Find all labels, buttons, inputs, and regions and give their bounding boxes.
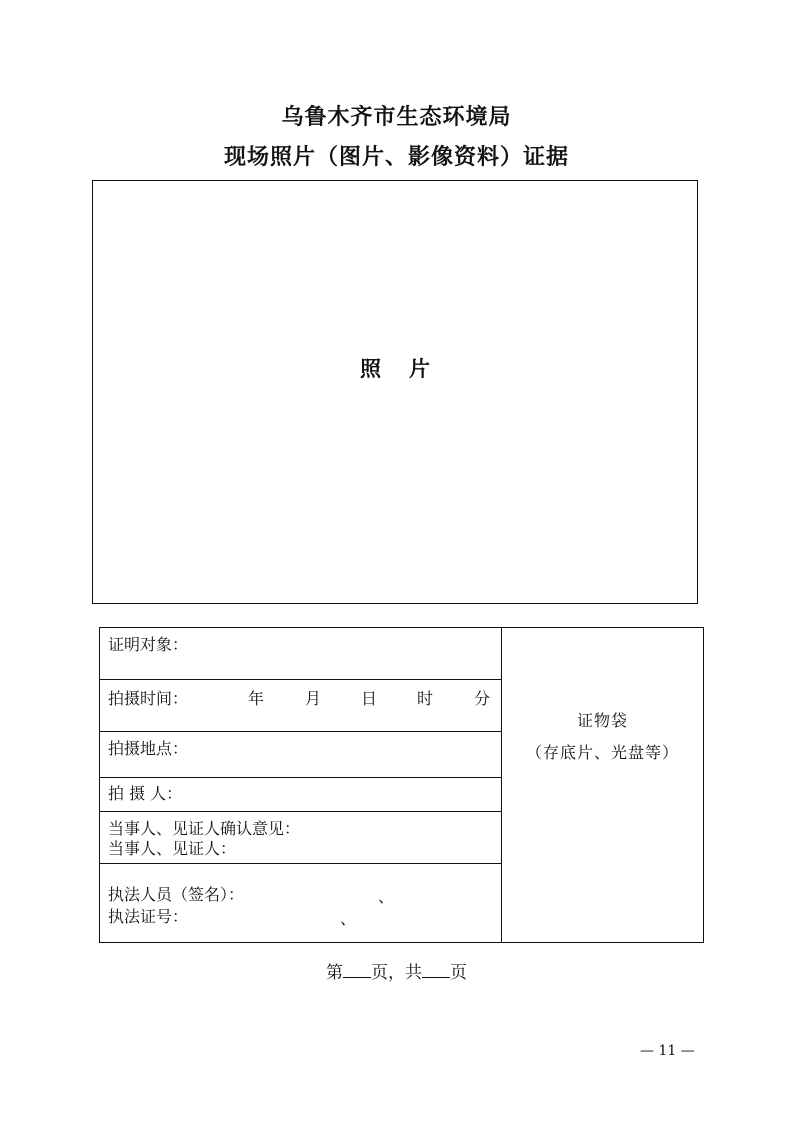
page-mid: 页，共 (371, 963, 422, 983)
photo-area (92, 180, 698, 604)
party-opinion-label: 当事人、见证人确认意见： (108, 819, 301, 838)
officer-separator: 、 (378, 887, 395, 906)
evidence-bag-label: 证物袋 (576, 711, 628, 730)
officer-signature-label: 执法人员（签名）： (108, 885, 245, 904)
total-pages-blank (422, 963, 450, 978)
document-subtitle: 现场照片（图片、影像资料）证据 (223, 144, 569, 170)
cert-number-label: 执法证号： (108, 907, 189, 926)
time-unit-year: 年 (248, 689, 265, 708)
evidence-bag-note: （存底片、光盘等） (525, 743, 679, 762)
time-row (100, 680, 501, 732)
subject-label: 证明对象： (108, 635, 189, 654)
place-row (100, 732, 501, 778)
time-unit-month: 月 (305, 689, 322, 708)
photographer-row (100, 778, 501, 812)
current-page-blank (343, 963, 371, 978)
page-prefix: 第 (326, 963, 343, 983)
evidence-fields (100, 628, 502, 942)
photo-label: 照片 (360, 356, 458, 381)
page-number: — 11 — (640, 1043, 695, 1059)
time-unit-day: 日 (361, 689, 378, 708)
evidence-info-table (99, 627, 704, 943)
photographer-label: 拍 摄 人： (108, 784, 183, 803)
time-unit-hour: 时 (417, 689, 434, 708)
cert-separator: 、 (340, 909, 357, 928)
time-label: 拍摄时间： (108, 689, 189, 708)
officer-row (100, 864, 501, 942)
time-unit-minute: 分 (474, 689, 491, 708)
subject-row (100, 628, 501, 680)
place-label: 拍摄地点： (108, 739, 189, 758)
party-row (100, 812, 501, 864)
party-label: 当事人、见证人： (108, 839, 237, 858)
document-title: 乌鲁木齐市生态环境局 (281, 104, 512, 130)
evidence-bag-area (502, 628, 703, 942)
page-suffix: 页 (450, 963, 467, 983)
page-counter (0, 958, 793, 983)
